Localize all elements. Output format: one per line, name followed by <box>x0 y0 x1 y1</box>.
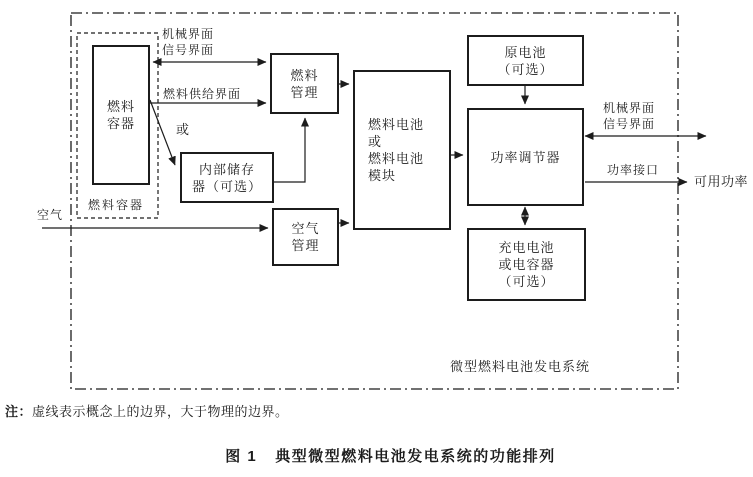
arrow-storage-to-fuel-mgmt <box>274 118 305 182</box>
label-mech-signal-right <box>603 100 655 132</box>
box-fuel-management-line1: 燃料 <box>290 67 319 83</box>
label-signal-interface-left: 信号界面 <box>162 43 215 57</box>
figure-note-body: 虚线表示概念上的边界，大于物理的边界。 <box>32 404 289 419</box>
label-fuel-container-group: 燃料容器 <box>88 198 145 212</box>
box-power-conditioner-line1: 功率调节器 <box>490 149 561 165</box>
figure-note-prefix: 注： <box>5 404 33 419</box>
label-air: 空气 <box>37 208 64 222</box>
box-fuel-cell <box>353 70 451 230</box>
box-rechargeable-battery-line1: 充电电池 <box>498 240 555 255</box>
box-fuel-cell-line2: 或 <box>368 134 383 149</box>
box-primary-battery-line2: （可选） <box>497 61 554 77</box>
box-rechargeable-battery-line3: （可选） <box>498 274 555 289</box>
box-air-management-line2: 管理 <box>291 238 320 253</box>
box-fuel-management <box>270 53 339 114</box>
figure-caption <box>0 445 753 466</box>
label-mech-interface-left: 机械界面 <box>162 27 215 41</box>
box-power-conditioner <box>467 108 584 206</box>
box-internal-storage-line1: 内部储存 <box>198 161 255 177</box>
figure-note <box>5 401 289 420</box>
arrow-or-internal-storage <box>150 100 175 165</box>
box-fuel-cell-line3: 燃料电池 <box>368 151 425 166</box>
label-or: 或 <box>176 122 191 137</box>
box-fuel-management-line2: 管理 <box>290 84 319 100</box>
box-internal-storage <box>180 152 274 203</box>
box-rechargeable-battery <box>467 228 586 301</box>
label-mech-signal-left <box>162 26 214 58</box>
box-fuel-container-line2: 容器 <box>106 116 135 131</box>
label-power-port: 功率接口 <box>607 163 660 177</box>
figure-caption-number: 图 1 <box>225 448 258 465</box>
label-available-power: 可用功率 <box>694 174 749 189</box>
box-air-management <box>272 208 339 266</box>
box-air-management-line1: 空气 <box>291 221 320 236</box>
box-fuel-cell-line1: 燃料电池 <box>368 117 425 132</box>
label-mech-interface-right: 机械界面 <box>603 101 656 115</box>
box-primary-battery <box>467 35 584 86</box>
box-fuel-cell-line4: 模块 <box>368 168 397 183</box>
box-fuel-container <box>92 45 150 185</box>
box-rechargeable-battery-line2: 或电容器 <box>498 257 555 272</box>
label-fuel-supply-interface: 燃料供给界面 <box>163 87 242 101</box>
label-signal-interface-right: 信号界面 <box>603 117 656 131</box>
box-primary-battery-line1: 原电池 <box>504 44 547 60</box>
label-system-name: 微型燃料电池发电系统 <box>450 359 591 374</box>
box-fuel-container-line1: 燃料 <box>106 99 135 114</box>
box-internal-storage-line2: 器（可选） <box>191 178 262 194</box>
figure-caption-title: 典型微型燃料电池发电系统的功能排列 <box>275 448 556 465</box>
